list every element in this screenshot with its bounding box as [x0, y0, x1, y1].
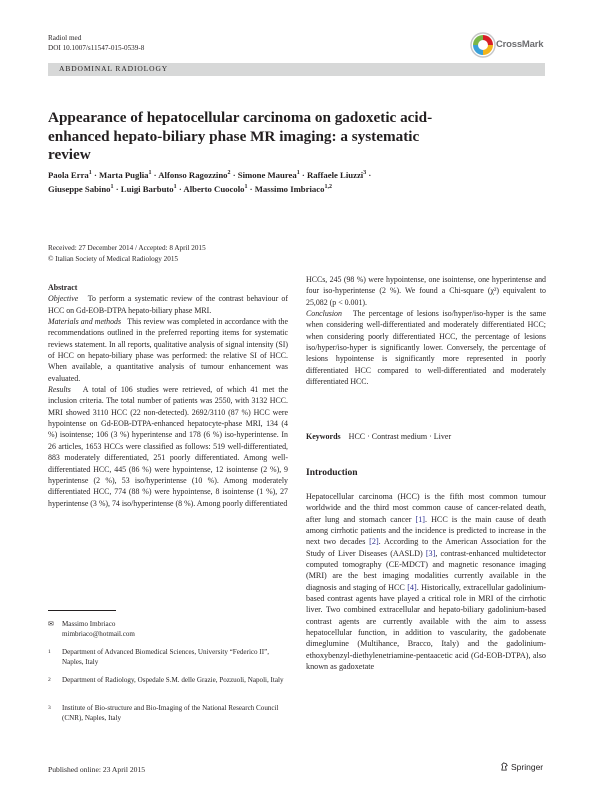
keywords-value: HCC · Contrast medium · Liver — [348, 432, 452, 441]
author-affiliation-mark: 1 — [296, 170, 300, 176]
footnote-divider — [48, 610, 116, 611]
reference-link[interactable]: [4] — [407, 582, 417, 592]
article-title: Appearance of hepatocellular carcinoma on gadoxetic acid-enhanced hepato-biliary phase MR imaging: a systematic review — [48, 109, 433, 163]
affiliation-number: 2 — [48, 677, 51, 683]
introduction-segment: Hepatocellular carcinoma (HCC) is the fifth most common tumour worldwide and the third most common cause of cancer-related death, after lung and stomach cancer — [306, 492, 546, 524]
published-date: Published online: 23 April 2015 — [48, 765, 146, 774]
author-affiliation-mark: 2 — [227, 170, 231, 176]
author-affiliation-mark: 1 — [173, 184, 177, 191]
doi[interactable]: DOI 10.1007/s11547-015-0539-8 — [48, 44, 145, 52]
abstract-left-column — [48, 282, 288, 509]
crossmark-label: CrossMark — [496, 39, 544, 50]
author-affiliation-mark: 1 — [88, 170, 92, 176]
introduction-segment: . HCC is the main cause of death among cirrhotic patients and the incidence is predicted to increase in the next two decades — [306, 514, 546, 547]
envelope-icon: ✉ — [48, 620, 54, 628]
crossmark-badge[interactable] — [470, 32, 570, 58]
author-name[interactable]: Raffaele Liuzzi$^3$ — [307, 169, 367, 180]
methods-text: This review was completed in accordance with the recommendations outlined in the preferred reporting items for systematic reviews statement. In all reports, qualitative analysis of signal intensity (SI) of HCC on hepato-biliary phase was performed: the relative SI of HCC. When available, a quantitative analysis of tumour enhancement was evaluated. — [48, 317, 289, 383]
affiliation-text: Institute of Bio-structure and Bio-Imaging of the National Research Council (CNR), Naples, Italy — [62, 704, 279, 722]
reference-link[interactable]: [1] — [415, 514, 425, 524]
keywords-label: Keywords — [306, 432, 341, 441]
results-continued: HCCs, 245 (98 %) were hypointense, one isointense, one hyperintense and four iso-hyperintense (2 %). We found a Chi-square (χ²) equivalent to 25,082 (p < 0.001). — [306, 275, 546, 307]
results-label: Results — [48, 385, 71, 395]
reference-link[interactable]: [3] — [425, 548, 436, 558]
corresponding-author: Massimo Imbriaco — [62, 620, 116, 628]
methods-label: Materials and methods — [48, 317, 122, 327]
abstract-objective — [48, 293, 288, 316]
introduction-segment: . According to the American Association for the Study of Liver Diseases (AASLD) — [306, 537, 546, 558]
objective-text: To perform a systematic review of the contrast behaviour of HCC on Gd-EOB-DTPA hepato-biliary phase MRI. — [48, 294, 288, 315]
received-accepted-dates: Received: 27 December 2014 / Accepted: 8 April 2015 — [48, 244, 206, 252]
publisher-name: Springer — [511, 762, 544, 772]
reference-link[interactable]: [2] — [369, 537, 379, 547]
author-name[interactable]: Alberto Cuocolo$^1$ — [183, 184, 248, 195]
author-name[interactable]: Giuseppe Sabino$^1$ — [48, 184, 114, 195]
author-affiliation-mark: 1,2 — [324, 184, 332, 191]
affiliation-text: Department of Advanced Biomedical Sciences, University “Federico II”, Naples, Italy — [62, 648, 270, 666]
keywords — [306, 432, 546, 441]
introduction-heading: Introduction — [306, 468, 358, 478]
author-name[interactable]: Alfonso Ragozzino$^2$ — [158, 169, 231, 180]
author-affiliation-mark: 3 — [363, 170, 367, 176]
author-name[interactable]: Massimo Imbriaco$^{1,2}$ — [254, 184, 332, 195]
article-dates — [48, 243, 206, 264]
author-name[interactable]: Luigi Barbuto$^1$ — [120, 184, 177, 195]
correspondence — [48, 619, 135, 639]
section-banner — [48, 63, 545, 76]
abstract-methods — [48, 316, 288, 384]
abstract-results — [48, 384, 288, 509]
introduction-text — [306, 491, 546, 673]
objective-label: Objective — [48, 294, 79, 304]
journal-name: Radiol med — [48, 34, 82, 42]
crossmark-icon — [470, 32, 496, 58]
results-text: A total of 106 studies were retrieved, of which 41 met the inclusion criteria. The total number of patients was 2550, with 3132 HCC. MRI showed 3110 HCC (22 non-detected). 2692/3110 (87 %) HCC were hypointense on Gd-EOB-DTPA-enhanced hepatocyte-phase MRI, 134 (4 %) isointense; 106 (3 %) hyperintense and 178 (6 %) iso-hyperintense. In 26 articles, 1653 HCCs were classified as follows: 519 well-differentiated, 883 moderately differentiated, 251 poorly differentiated. Among well-differentiated HCC, 445 (86 %) were hypointense, 12 isointense (2 %), 9 hyperintense (2 %), 53 iso/hyperintense (10 %). Among moderately differentiated HCC, 774 (88 %) were hypointense, 8 isointense (1 %), 27 hyperintense (3 %), 74 iso/hyperintense (8 %). Among poorly differentiated — [48, 385, 289, 508]
author-name[interactable]: Marta Puglia$^1$ — [99, 169, 152, 180]
introduction-segment: . Historically, extracellular gadolinium-based contrast agents have played a critical role in MRI of the cirrhotic liver. Two combined extracellular and hepato-biliary gadolinium-based contrast agents are currently available with the aim to assess hepatocellular function, in addition to vascularity, the gadobenate dimeglumine (Multihance, Bracco, Italy) and the gadolinium-ethoxybenzyl-diethylenetriamine-pentaacetic acid (Gd-EOB-DTPA), also known as gadoxetate — [306, 582, 546, 672]
affiliation-number: 1 — [48, 649, 51, 655]
author-affiliation-mark: 1 — [148, 170, 152, 176]
conclusion-label: Conclusion — [306, 309, 342, 319]
affiliation-text: Department of Radiology, Ospedale S.M. delle Grazie, Pozzuoli, Napoli, Italy — [62, 676, 284, 684]
corresponding-email[interactable]: mimbriaco@hotmail.com — [62, 630, 135, 638]
author-affiliation-mark: 1 — [110, 184, 114, 191]
author-list: Paola Erra$^1$ · Marta Puglia$^1$ · Alfonso Ragozzino$^2$ · Simone Maurea$^1$ · Raffaele Liuzzi$^3$ · Giuseppe Sabino$^1$ · Luigi Barbuto$^1$ · Alberto Cuocolo$^1$ · Massimo Imbriaco$^{1,2}$ — [48, 169, 372, 195]
copyright-line: © Italian Society of Medical Radiology 2015 — [48, 254, 179, 263]
author-name[interactable]: Simone Maurea$^1$ — [237, 169, 300, 180]
abstract-heading: Abstract — [48, 283, 78, 292]
publisher-logo — [500, 762, 543, 772]
springer-horse-icon — [500, 762, 509, 771]
author-name[interactable]: Paola Erra$^1$ — [48, 169, 92, 180]
introduction-segment: , contrast-enhanced multidetector computed tomography (CE-MDCT) and magnetic resonance imaging (MRI) are the best imaging modalities currently available in the diagnosis and staging of HCC — [306, 548, 546, 592]
section-label: ABDOMINAL RADIOLOGY — [59, 64, 169, 73]
abstract-conclusion — [306, 308, 546, 387]
affiliation-number: 3 — [48, 705, 51, 711]
conclusion-text: The percentage of lesions iso/hyper/iso-hyper is the same when considering well-differentiated and moderately differentiated HCC; when considering poorly differentiated HCC, the percentage of lesions iso/hyper/iso-hyper is significantly lower. Conversely, the percentage of lesions hypointense is significantly more represented in poorly differentiated HCC compared to well-differentiated and moderately differentiated HCC. — [306, 309, 546, 387]
abstract-right-column — [306, 274, 546, 387]
author-affiliation-mark: 1 — [244, 184, 248, 191]
